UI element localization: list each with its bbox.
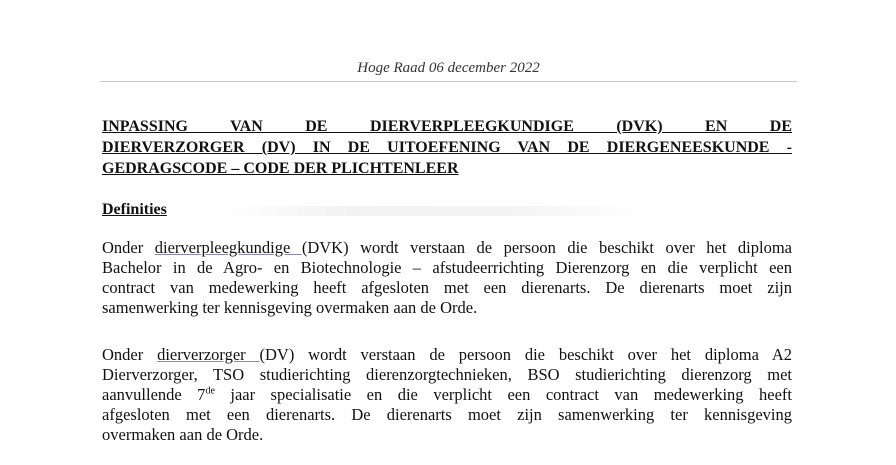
paragraph-line: Bachelor in de Agro- en Biotechnologie – afstudeerrichting Dierenzorg en die verplicht een xyxy=(102,258,792,277)
title-line-1: INPASSING VAN DE DIERVERPLEEGKUNDIGE (DVK) EN DE xyxy=(102,118,792,135)
paragraph-line: overmaken aan de Orde. xyxy=(102,425,264,444)
paragraph-line xyxy=(102,238,792,258)
paragraph-line: afgesloten met een dierenarts. De dierenarts moet zijn samenwerking ter kennisgeving xyxy=(102,405,792,424)
text-run: Onder xyxy=(102,238,155,257)
title-line-3: GEDRAGSCODE – CODE DER PLICHTENLEER xyxy=(102,160,459,177)
defined-term-dierverzorger: dierverzorger xyxy=(157,345,260,364)
header-divider xyxy=(100,81,797,82)
ordinal-superscript: de xyxy=(205,385,215,397)
paragraph-line xyxy=(102,385,792,405)
text-run: (DV) wordt verstaan de persoon die beschikt over het diploma A2 xyxy=(259,345,793,364)
running-header: Hoge Raad 06 december 2022 xyxy=(357,60,540,76)
paragraph-line xyxy=(102,345,792,365)
text-run: aanvullende 7 xyxy=(102,385,206,404)
document-title xyxy=(102,116,792,179)
paragraph-line: contract van medewerking heeft afgesloten met een dierenarts. De dierenarts moet zijn xyxy=(102,278,792,297)
paragraph-line: samenwerking ter kennisgeving overmaken aan de Orde. xyxy=(102,298,478,317)
defined-term-dierverpleegkundige: dierverpleegkundige xyxy=(154,238,302,257)
scan-smudge xyxy=(220,206,650,216)
title-line-2: DIERVERZORGER (DV) IN DE UITOEFENING VAN DE DIERGENEESKUNDE - xyxy=(102,139,792,156)
text-run: (DVK) wordt verstaan de persoon die beschikt over het diploma xyxy=(301,238,793,257)
definition-paragraph-dv xyxy=(102,345,792,445)
definition-paragraph-dvk xyxy=(102,238,792,318)
text-run: jaar specialisatie en die verplicht een contract van medewerking heeft xyxy=(214,385,792,404)
text-run: Onder xyxy=(102,345,158,364)
paragraph-line: Dierverzorger, TSO studierichting dierenzorgtechnieken, BSO studierichting dierenzorg met xyxy=(102,365,792,384)
section-heading-definities: Definities xyxy=(102,201,167,218)
